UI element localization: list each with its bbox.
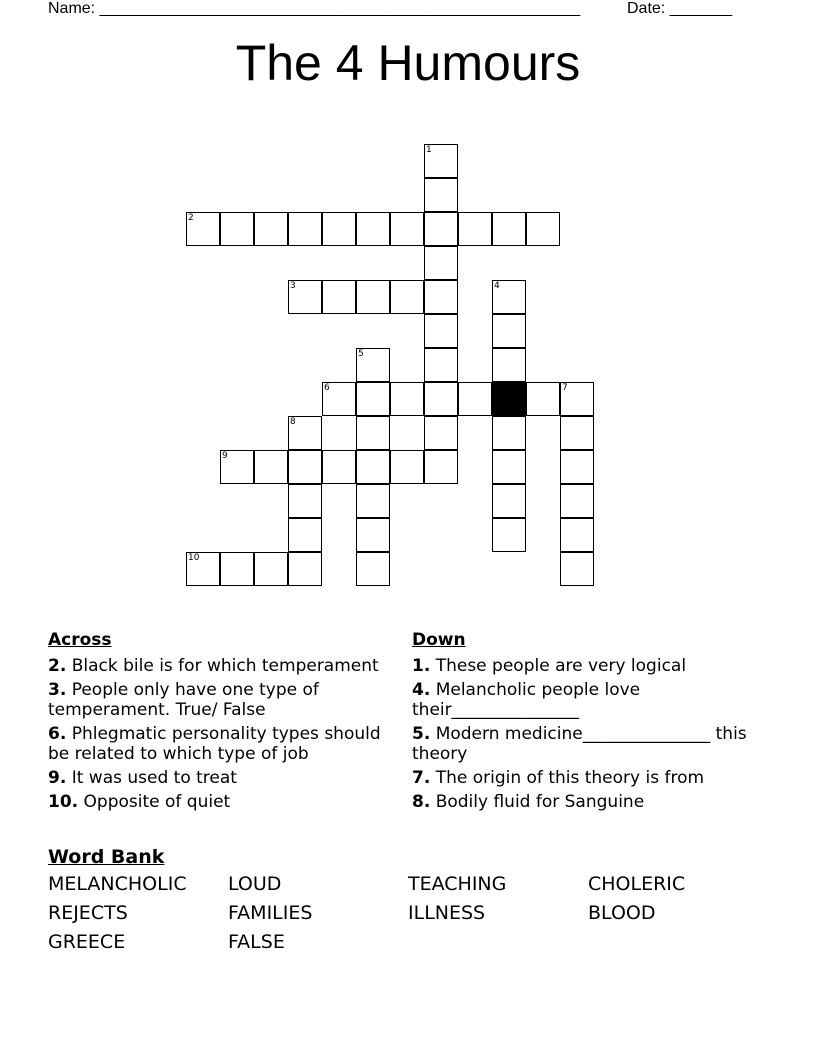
across-clue xyxy=(48,792,398,812)
name-field-label: Name: ______________________________________________________ xyxy=(48,0,581,17)
crossword-cell[interactable] xyxy=(560,484,594,518)
crossword-cell[interactable] xyxy=(220,212,254,246)
crossword-cell[interactable] xyxy=(492,314,526,348)
crossword-cell[interactable] xyxy=(356,348,390,382)
crossword-cell[interactable] xyxy=(220,450,254,484)
crossword-cell[interactable] xyxy=(526,212,560,246)
crossword-cell[interactable] xyxy=(492,450,526,484)
word-bank-item: REJECTS xyxy=(48,902,128,924)
crossword-cell[interactable] xyxy=(220,552,254,586)
clue-text: The origin of this theory is from xyxy=(430,768,705,788)
clue-text: People only have one type of temperament. True/ False xyxy=(48,680,319,720)
clue-text: Opposite of quiet xyxy=(78,792,231,812)
crossword-cell[interactable] xyxy=(424,450,458,484)
clue-number: 9. xyxy=(48,768,67,788)
down-heading: Down xyxy=(412,630,466,650)
across-clue xyxy=(48,768,398,788)
crossword-cell[interactable] xyxy=(424,382,458,416)
crossword-cell[interactable] xyxy=(390,212,424,246)
clue-number: 3. xyxy=(48,680,67,700)
crossword-cell[interactable] xyxy=(424,348,458,382)
crossword-cell[interactable] xyxy=(492,348,526,382)
across-clue xyxy=(48,724,398,764)
crossword-cell[interactable] xyxy=(288,212,322,246)
crossword-cell[interactable] xyxy=(288,450,322,484)
crossword-cell[interactable] xyxy=(322,450,356,484)
clue-number: 6. xyxy=(48,724,67,744)
clue-number: 4. xyxy=(412,680,431,700)
down-clue xyxy=(412,656,752,676)
clue-number: 8. xyxy=(412,792,431,812)
crossword-cell[interactable] xyxy=(356,552,390,586)
crossword-cell[interactable] xyxy=(424,178,458,212)
word-bank-item: MELANCHOLIC xyxy=(48,873,187,895)
page-title: The 4 Humours xyxy=(235,35,581,91)
crossword-cell[interactable] xyxy=(288,518,322,552)
crossword-cell[interactable] xyxy=(356,518,390,552)
word-bank-item: GREECE xyxy=(48,931,126,953)
word-bank-item: FAMILIES xyxy=(228,902,313,924)
crossword-cell[interactable] xyxy=(254,212,288,246)
down-clue xyxy=(412,768,752,788)
crossword-cell[interactable] xyxy=(356,416,390,450)
crossword-cell[interactable] xyxy=(254,450,288,484)
down-clue xyxy=(412,724,752,764)
crossword-cell[interactable] xyxy=(288,552,322,586)
crossword-cell[interactable] xyxy=(560,382,594,416)
crossword-cell[interactable] xyxy=(560,518,594,552)
crossword-cell[interactable] xyxy=(526,382,560,416)
crossword-cell[interactable] xyxy=(322,280,356,314)
down-clue xyxy=(412,680,752,720)
crossword-cell[interactable] xyxy=(560,450,594,484)
crossword-cell[interactable] xyxy=(560,416,594,450)
crossword-cell[interactable] xyxy=(424,144,458,178)
crossword-cell[interactable] xyxy=(492,416,526,450)
word-bank-item: LOUD xyxy=(228,873,282,895)
crossword-cell[interactable] xyxy=(288,484,322,518)
crossword-cell[interactable] xyxy=(186,212,220,246)
crossword-cell[interactable] xyxy=(390,280,424,314)
word-bank-item: ILLNESS xyxy=(408,902,486,924)
crossword-black-cell xyxy=(492,382,526,416)
clue-text: Bodily fluid for Sanguine xyxy=(430,792,645,812)
crossword-cell[interactable] xyxy=(458,212,492,246)
word-bank-item: FALSE xyxy=(228,931,285,953)
word-bank-item: CHOLERIC xyxy=(588,873,686,895)
crossword-cell[interactable] xyxy=(492,484,526,518)
clue-number: 9 xyxy=(222,451,228,461)
clue-number: 3 xyxy=(290,281,296,291)
word-bank-item: BLOOD xyxy=(588,902,656,924)
clue-number: 2 xyxy=(188,213,194,223)
across-heading: Across xyxy=(48,630,112,650)
across-clue xyxy=(48,680,398,720)
clue-number: 10. xyxy=(48,792,79,812)
word-bank-item: TEACHING xyxy=(408,873,507,895)
crossword-cell[interactable] xyxy=(356,280,390,314)
crossword-cell[interactable] xyxy=(254,552,288,586)
across-clue-list xyxy=(48,656,398,816)
date-field-label: Date: _______ xyxy=(627,0,732,17)
clue-text: Melancholic people love their_______________ xyxy=(412,680,641,720)
crossword-cell[interactable] xyxy=(186,552,220,586)
crossword-cell[interactable] xyxy=(288,416,322,450)
clue-number: 8 xyxy=(290,417,296,427)
clue-number: 7 xyxy=(562,383,568,393)
crossword-cell[interactable] xyxy=(390,382,424,416)
crossword-cell[interactable] xyxy=(424,246,458,280)
crossword-cell[interactable] xyxy=(458,382,492,416)
down-clue xyxy=(412,792,752,812)
clue-number: 10 xyxy=(188,553,200,563)
clue-number: 1 xyxy=(426,145,432,155)
crossword-cell[interactable] xyxy=(356,212,390,246)
crossword-cell[interactable] xyxy=(424,280,458,314)
crossword-cell[interactable] xyxy=(560,552,594,586)
crossword-cell[interactable] xyxy=(356,450,390,484)
across-clue xyxy=(48,656,398,676)
clue-number: 5 xyxy=(358,349,364,359)
crossword-cell[interactable] xyxy=(424,314,458,348)
crossword-cell[interactable] xyxy=(492,280,526,314)
crossword-cell[interactable] xyxy=(424,212,458,246)
crossword-cell[interactable] xyxy=(322,212,356,246)
clue-text: Black bile is for which temperament xyxy=(66,656,379,676)
clue-text: Modern medicine_______________ this theory xyxy=(412,724,747,764)
clue-text: Phlegmatic personality types should be related to which type of job xyxy=(48,724,381,764)
crossword-cell[interactable] xyxy=(492,212,526,246)
word-bank xyxy=(48,873,768,953)
clue-number: 5. xyxy=(412,724,431,744)
crossword-cell[interactable] xyxy=(390,450,424,484)
clue-text: These people are very logical xyxy=(430,656,687,676)
down-clue-list xyxy=(412,656,752,816)
crossword-cell[interactable] xyxy=(492,518,526,552)
word-bank-heading: Word Bank xyxy=(48,846,165,868)
crossword-cell[interactable] xyxy=(356,382,390,416)
crossword-cell[interactable] xyxy=(356,484,390,518)
crossword-cell[interactable] xyxy=(288,280,322,314)
crossword-cell[interactable] xyxy=(424,416,458,450)
clue-number: 7. xyxy=(412,768,431,788)
clue-text: It was used to treat xyxy=(66,768,237,788)
clue-number: 2. xyxy=(48,656,67,676)
clue-number: 1. xyxy=(412,656,431,676)
crossword-cell[interactable] xyxy=(322,382,356,416)
clue-number: 4 xyxy=(494,281,500,291)
clue-number: 6 xyxy=(324,383,330,393)
